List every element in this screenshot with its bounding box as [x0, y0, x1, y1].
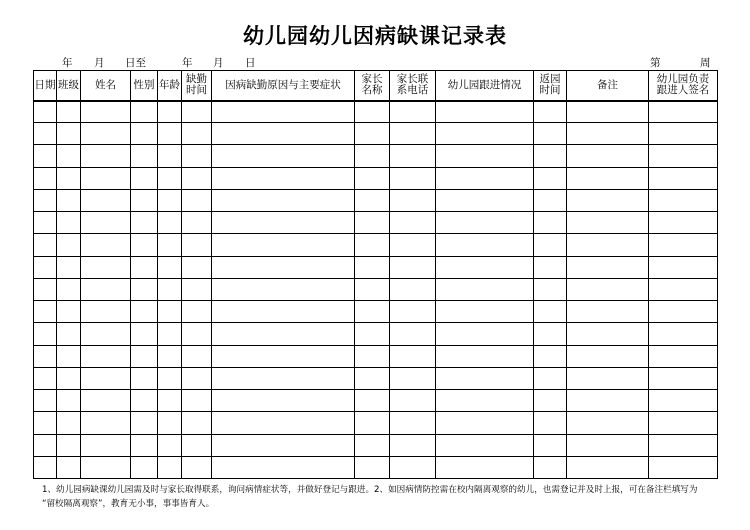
table-cell[interactable] — [649, 278, 718, 300]
table-cell[interactable] — [390, 367, 436, 389]
table-cell[interactable] — [534, 345, 567, 367]
table-cell[interactable] — [81, 390, 131, 412]
table-cell[interactable] — [534, 212, 567, 234]
date-year-start: 年 — [62, 57, 73, 69]
table-cell[interactable] — [131, 145, 158, 167]
table-cell[interactable] — [390, 167, 436, 189]
table-cell[interactable] — [81, 167, 131, 189]
table-cell[interactable] — [158, 434, 182, 456]
table-cell[interactable] — [567, 434, 649, 456]
table-cell[interactable] — [567, 390, 649, 412]
table-cell[interactable] — [57, 189, 81, 211]
table-body — [34, 101, 718, 479]
table-cell[interactable] — [649, 189, 718, 211]
table-cell[interactable] — [158, 323, 182, 345]
table-cell[interactable] — [57, 167, 81, 189]
table-cell[interactable] — [212, 101, 355, 123]
table-cell[interactable] — [131, 101, 158, 123]
table-cell[interactable] — [158, 390, 182, 412]
table-cell[interactable] — [534, 278, 567, 300]
table-row — [34, 301, 718, 323]
table-cell[interactable] — [81, 212, 131, 234]
table-cell[interactable] — [34, 101, 57, 123]
table-cell[interactable] — [649, 345, 718, 367]
table-cell[interactable] — [534, 234, 567, 256]
table-cell[interactable] — [212, 189, 355, 211]
table-cell[interactable] — [436, 345, 534, 367]
table-row — [34, 456, 718, 478]
header-gender: 性别 — [131, 71, 158, 101]
table-cell[interactable] — [567, 345, 649, 367]
table-row — [34, 434, 718, 456]
header-remarks: 备注 — [567, 71, 649, 101]
table-cell[interactable] — [567, 145, 649, 167]
table-cell[interactable] — [34, 412, 57, 434]
table-cell[interactable] — [34, 189, 57, 211]
table-cell[interactable] — [57, 145, 81, 167]
date-range-line — [0, 56, 750, 70]
table-cell[interactable] — [649, 212, 718, 234]
table-cell[interactable] — [34, 256, 57, 278]
header-followup: 幼儿园跟进情况 — [436, 71, 534, 101]
table-cell[interactable] — [355, 456, 390, 478]
table-cell[interactable] — [649, 234, 718, 256]
footnote-line-2: “留校隔离观察”，教育无小事，事事皆育人。 — [42, 499, 215, 509]
table-cell[interactable] — [390, 434, 436, 456]
table-cell[interactable] — [534, 412, 567, 434]
date-year-end: 年 — [182, 57, 193, 69]
table-cell[interactable] — [57, 412, 81, 434]
table-cell[interactable] — [81, 345, 131, 367]
table-cell[interactable] — [182, 323, 212, 345]
table-cell[interactable] — [158, 367, 182, 389]
table-cell[interactable] — [567, 123, 649, 145]
table-row — [34, 345, 718, 367]
table-cell[interactable] — [355, 212, 390, 234]
table-cell[interactable] — [649, 434, 718, 456]
table-cell[interactable] — [158, 456, 182, 478]
table-cell[interactable] — [34, 167, 57, 189]
table-cell[interactable] — [355, 345, 390, 367]
table-cell[interactable] — [131, 234, 158, 256]
table-cell[interactable] — [390, 145, 436, 167]
header-class: 班级 — [57, 71, 81, 101]
table-cell[interactable] — [131, 189, 158, 211]
table-cell[interactable] — [182, 256, 212, 278]
table-cell[interactable] — [81, 189, 131, 211]
table-cell[interactable] — [212, 145, 355, 167]
table-cell[interactable] — [57, 367, 81, 389]
table-cell[interactable] — [390, 256, 436, 278]
table-cell[interactable] — [390, 345, 436, 367]
table-cell[interactable] — [131, 412, 158, 434]
table-cell[interactable] — [436, 256, 534, 278]
table-cell[interactable] — [57, 390, 81, 412]
table-cell[interactable] — [57, 456, 81, 478]
table-cell[interactable] — [567, 456, 649, 478]
table-cell[interactable] — [534, 123, 567, 145]
table-cell[interactable] — [436, 145, 534, 167]
table-row — [34, 234, 718, 256]
table-cell[interactable] — [158, 101, 182, 123]
table-cell[interactable] — [182, 145, 212, 167]
table-cell[interactable] — [436, 212, 534, 234]
table-cell[interactable] — [436, 167, 534, 189]
table-cell[interactable] — [182, 367, 212, 389]
table-cell[interactable] — [355, 256, 390, 278]
table-cell[interactable] — [212, 323, 355, 345]
table-row — [34, 123, 718, 145]
table-row — [34, 367, 718, 389]
table-cell[interactable] — [649, 145, 718, 167]
table-cell[interactable] — [534, 434, 567, 456]
table-cell[interactable] — [355, 434, 390, 456]
table-cell[interactable] — [212, 390, 355, 412]
table-cell[interactable] — [436, 412, 534, 434]
table-cell[interactable] — [390, 101, 436, 123]
table-cell[interactable] — [212, 434, 355, 456]
table-cell[interactable] — [81, 367, 131, 389]
table-cell[interactable] — [567, 301, 649, 323]
table-cell[interactable] — [212, 256, 355, 278]
table-cell[interactable] — [131, 367, 158, 389]
table-cell[interactable] — [81, 412, 131, 434]
table-cell[interactable] — [649, 167, 718, 189]
table-cell[interactable] — [649, 256, 718, 278]
table-cell[interactable] — [158, 301, 182, 323]
table-cell[interactable] — [355, 367, 390, 389]
table-cell[interactable] — [355, 189, 390, 211]
table-cell[interactable] — [390, 189, 436, 211]
table-row — [34, 101, 718, 123]
table-cell[interactable] — [649, 101, 718, 123]
table-cell[interactable] — [355, 390, 390, 412]
table-cell[interactable] — [57, 256, 81, 278]
table-cell[interactable] — [182, 167, 212, 189]
table-cell[interactable] — [436, 301, 534, 323]
table-cell[interactable] — [649, 301, 718, 323]
table-cell[interactable] — [212, 212, 355, 234]
table-cell[interactable] — [182, 234, 212, 256]
table-cell[interactable] — [649, 323, 718, 345]
table-cell[interactable] — [182, 345, 212, 367]
table-cell[interactable] — [390, 234, 436, 256]
table-cell[interactable] — [158, 278, 182, 300]
table-cell[interactable] — [158, 167, 182, 189]
table-cell[interactable] — [158, 234, 182, 256]
table-cell[interactable] — [131, 167, 158, 189]
table-cell[interactable] — [131, 301, 158, 323]
table-cell[interactable] — [131, 212, 158, 234]
table-cell[interactable] — [567, 212, 649, 234]
table-cell[interactable] — [355, 123, 390, 145]
table-cell[interactable] — [567, 367, 649, 389]
table-cell[interactable] — [390, 212, 436, 234]
table-cell[interactable] — [355, 234, 390, 256]
table-row — [34, 256, 718, 278]
table-cell[interactable] — [158, 345, 182, 367]
footnote — [42, 483, 722, 511]
table-cell[interactable] — [57, 123, 81, 145]
header-absence-time: 缺勤 时间 — [182, 71, 212, 101]
table-cell[interactable] — [34, 434, 57, 456]
absence-record-table — [33, 70, 718, 479]
table-row — [34, 323, 718, 345]
table-cell[interactable] — [390, 390, 436, 412]
table-cell[interactable] — [34, 390, 57, 412]
table-cell[interactable] — [131, 390, 158, 412]
table-cell[interactable] — [212, 456, 355, 478]
table-cell[interactable] — [81, 101, 131, 123]
table-row — [34, 145, 718, 167]
header-return-time: 返园 时间 — [534, 71, 567, 101]
table-cell[interactable] — [390, 456, 436, 478]
header-parent-phone: 家长联 系电话 — [390, 71, 436, 101]
table-cell[interactable] — [81, 278, 131, 300]
table-cell[interactable] — [436, 456, 534, 478]
table-cell[interactable] — [212, 123, 355, 145]
table-row — [34, 390, 718, 412]
table-cell[interactable] — [355, 278, 390, 300]
table-cell[interactable] — [57, 101, 81, 123]
table-cell[interactable] — [57, 323, 81, 345]
table-cell[interactable] — [390, 278, 436, 300]
table-cell[interactable] — [567, 256, 649, 278]
table-row — [34, 167, 718, 189]
table-cell[interactable] — [131, 278, 158, 300]
header-date: 日期 — [34, 71, 57, 101]
date-month-end: 月 — [213, 57, 224, 69]
table-cell[interactable] — [182, 412, 212, 434]
table-cell[interactable] — [436, 323, 534, 345]
table-cell[interactable] — [34, 278, 57, 300]
table-cell[interactable] — [158, 256, 182, 278]
table-cell[interactable] — [131, 345, 158, 367]
table-cell[interactable] — [34, 456, 57, 478]
table-header-row — [34, 71, 718, 101]
table-cell[interactable] — [355, 323, 390, 345]
table-cell[interactable] — [158, 412, 182, 434]
table-cell[interactable] — [158, 212, 182, 234]
table-cell[interactable] — [436, 367, 534, 389]
table-cell[interactable] — [57, 434, 81, 456]
table-cell[interactable] — [182, 212, 212, 234]
table-cell[interactable] — [182, 390, 212, 412]
table-cell[interactable] — [436, 434, 534, 456]
table-cell[interactable] — [355, 167, 390, 189]
table-cell[interactable] — [158, 189, 182, 211]
table-cell[interactable] — [81, 456, 131, 478]
table-cell[interactable] — [34, 212, 57, 234]
table-cell[interactable] — [212, 167, 355, 189]
table-cell[interactable] — [81, 301, 131, 323]
table-row — [34, 412, 718, 434]
table-cell[interactable] — [212, 367, 355, 389]
table-cell[interactable] — [534, 256, 567, 278]
table-cell[interactable] — [57, 212, 81, 234]
table-cell[interactable] — [534, 101, 567, 123]
table-cell[interactable] — [131, 434, 158, 456]
table-cell[interactable] — [534, 145, 567, 167]
table-cell[interactable] — [390, 301, 436, 323]
table-cell[interactable] — [534, 301, 567, 323]
table-cell[interactable] — [81, 234, 131, 256]
table-cell[interactable] — [534, 456, 567, 478]
table-cell[interactable] — [534, 167, 567, 189]
table-cell[interactable] — [57, 345, 81, 367]
table-cell[interactable] — [390, 123, 436, 145]
table-cell[interactable] — [131, 323, 158, 345]
table-cell[interactable] — [182, 189, 212, 211]
table-cell[interactable] — [212, 278, 355, 300]
header-name: 姓名 — [81, 71, 131, 101]
table-cell[interactable] — [158, 145, 182, 167]
table-cell[interactable] — [81, 434, 131, 456]
table-cell[interactable] — [34, 301, 57, 323]
table-cell[interactable] — [131, 456, 158, 478]
week-prefix: 第 — [650, 57, 661, 69]
table-cell[interactable] — [355, 145, 390, 167]
table-cell[interactable] — [81, 145, 131, 167]
table-cell[interactable] — [182, 301, 212, 323]
table-cell[interactable] — [436, 101, 534, 123]
table-cell[interactable] — [649, 412, 718, 434]
table-cell[interactable] — [158, 123, 182, 145]
table-cell[interactable] — [436, 390, 534, 412]
table-cell[interactable] — [355, 412, 390, 434]
table-cell[interactable] — [182, 278, 212, 300]
table-row — [34, 189, 718, 211]
table-cell[interactable] — [34, 345, 57, 367]
table-cell[interactable] — [649, 123, 718, 145]
table-cell[interactable] — [182, 434, 212, 456]
date-day-to: 日至 — [125, 57, 146, 69]
table-cell[interactable] — [567, 278, 649, 300]
table-cell[interactable] — [534, 323, 567, 345]
table-cell[interactable] — [34, 123, 57, 145]
table-cell[interactable] — [212, 234, 355, 256]
page-title: 幼儿园幼儿因病缺课记录表 — [243, 24, 507, 48]
header-age: 年龄 — [158, 71, 182, 101]
table-cell[interactable] — [534, 390, 567, 412]
table-cell[interactable] — [81, 256, 131, 278]
table-row — [34, 212, 718, 234]
table-cell[interactable] — [131, 256, 158, 278]
table-cell[interactable] — [34, 323, 57, 345]
table-cell[interactable] — [34, 367, 57, 389]
table-cell[interactable] — [534, 189, 567, 211]
date-month-start: 月 — [94, 57, 105, 69]
table-cell[interactable] — [436, 189, 534, 211]
table-cell[interactable] — [212, 345, 355, 367]
header-illness-reason: 因病缺勤原因与主要症状 — [212, 71, 355, 101]
table-cell[interactable] — [390, 412, 436, 434]
table-cell[interactable] — [182, 123, 212, 145]
table-cell[interactable] — [34, 145, 57, 167]
table-cell[interactable] — [182, 456, 212, 478]
footnote-line-1: 1、幼儿园病缺课幼儿园需及时与家长取得联系，询问病情症状等，并做好登记与跟进。2、如因病情防控需在校内隔离观察的幼儿，也需登记并及时上报，可在备注栏填写为 — [42, 485, 698, 495]
table-cell[interactable] — [182, 101, 212, 123]
table-row — [34, 278, 718, 300]
table-cell[interactable] — [567, 167, 649, 189]
table-cell[interactable] — [567, 323, 649, 345]
table-cell[interactable] — [57, 301, 81, 323]
table-cell[interactable] — [567, 412, 649, 434]
table-cell[interactable] — [390, 323, 436, 345]
table-cell[interactable] — [567, 234, 649, 256]
table-cell[interactable] — [355, 101, 390, 123]
table-cell[interactable] — [57, 278, 81, 300]
table-cell[interactable] — [567, 189, 649, 211]
table-cell[interactable] — [649, 456, 718, 478]
table-cell[interactable] — [436, 278, 534, 300]
table-cell[interactable] — [131, 123, 158, 145]
table-cell[interactable] — [436, 123, 534, 145]
table-cell[interactable] — [534, 367, 567, 389]
header-parent-name: 家长 名称 — [355, 71, 390, 101]
date-day-end: 日 — [245, 57, 256, 69]
table-cell[interactable] — [81, 123, 131, 145]
table-cell[interactable] — [34, 234, 57, 256]
table-cell[interactable] — [567, 101, 649, 123]
table-cell[interactable] — [81, 323, 131, 345]
table-cell[interactable] — [212, 301, 355, 323]
table-cell[interactable] — [57, 234, 81, 256]
table-cell[interactable] — [212, 412, 355, 434]
table-cell[interactable] — [649, 367, 718, 389]
week-suffix: 周 — [700, 57, 711, 69]
header-signature: 幼儿园负责 跟进人签名 — [649, 71, 718, 101]
table-cell[interactable] — [649, 390, 718, 412]
table-cell[interactable] — [355, 301, 390, 323]
table-cell[interactable] — [436, 234, 534, 256]
